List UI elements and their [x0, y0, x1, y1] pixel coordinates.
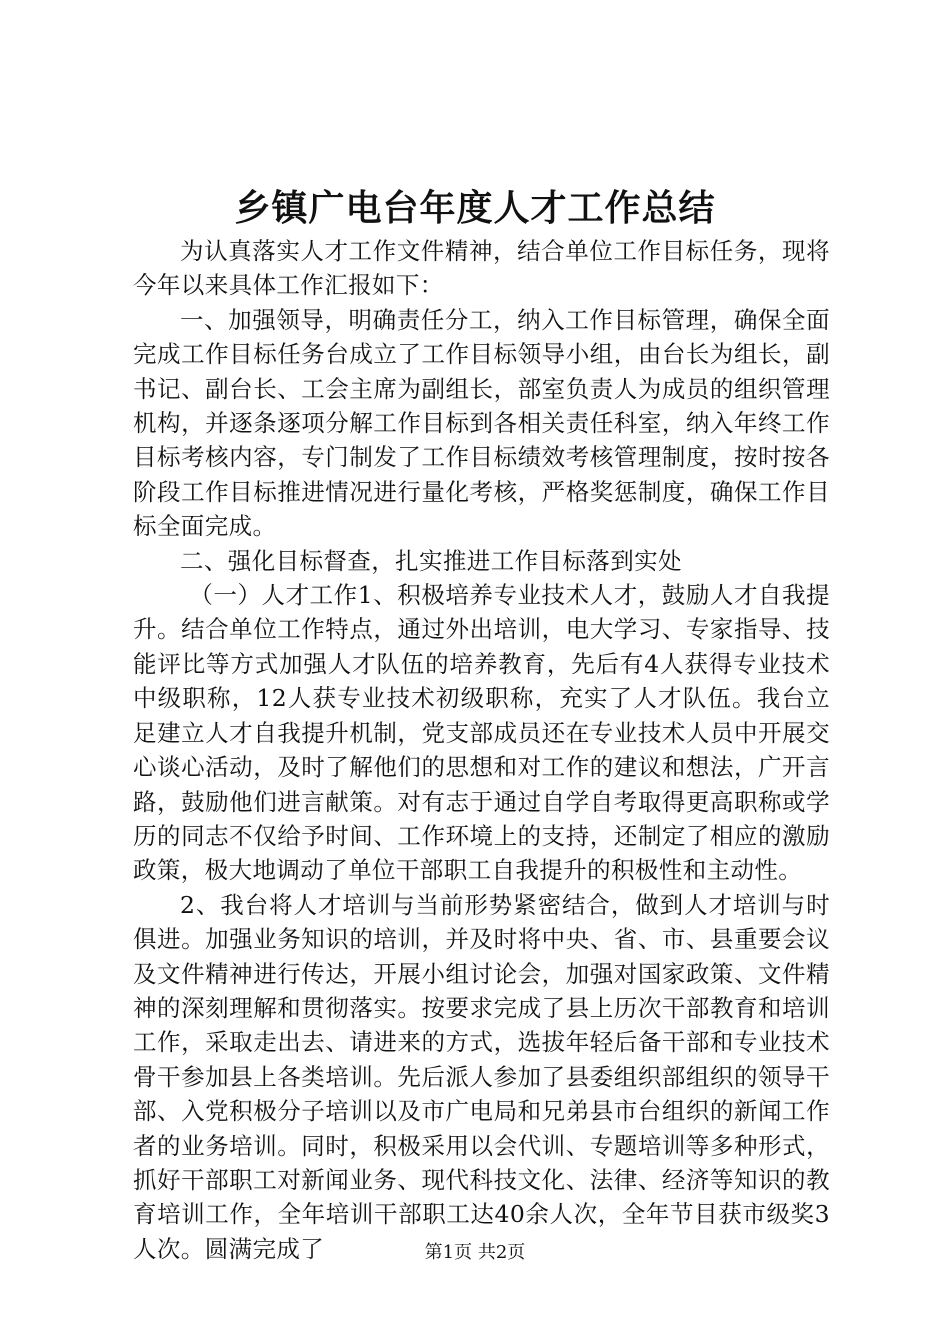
document-body: [133, 234, 830, 1266]
paragraph-section-2-heading: 二、强化目标督查，扎实推进工作目标落到实处: [180, 546, 682, 575]
paragraph-section-1: 一、加强领导，明确责任分工，纳入工作目标管理，确保全面完成工作目标任务台成立了工作目标领导小组，由台长为组长，副书记、副台长、工会主席为副组长，部室负责人为成员的组织管理机构，并逐条逐项分解工作目标到各相关责任科室，纳入年终工作目标考核内容，专门制发了工作目标绩效考核管理制度，按时按各阶段工作目标推进情况进行量化考核，严格奖惩制度，确保工作目标全面完成。: [133, 305, 830, 541]
document-title: 乡镇广电台年度人才工作总结: [234, 187, 716, 229]
paragraph-intro: 为认真落实人才工作文件精神，结合单位工作目标任务，现将今年以来具体工作汇报如下：: [133, 237, 830, 300]
paragraph-talent-item-1: （一）人才工作1、积极培养专业技术人才，鼓励人才自我提升。结合单位工作特点，通过外出培训，电大学习、专家指导、技能评比等方式加强人才队伍的培养教育，先后有4人获得专业技术中级职称，12人获专业技术初级职称，充实了人才队伍。我台立足建立人才自我提升机制，党支部成员还在专业技术人员中开展交心谈心活动，及时了解他们的思想和对工作的建议和想法，广开言路，鼓励他们进言献策。对有志于通过自学自考取得更高职称或学历的同志不仅给予时间、工作环境上的支持，还制定了相应的激励政策，极大地调动了单位干部职工自我提升的积极性和主动性。: [133, 581, 830, 885]
page-number-footer: 第1页 共2页: [424, 1242, 526, 1263]
paragraph-talent-item-2: 2、我台将人才培训与当前形势紧密结合，做到人才培训与时俱进。加强业务知识的培训，并及时将中央、省、市、县重要会议及文件精神进行传达，开展小组讨论会，加强对国家政策、文件精神的深刻理解和贯彻落实。按要求完成了县上历次干部教育和培训工作，采取走出去、请进来的方式，选拔年轻后备干部和专业技术骨干参加县上各类培训。先后派人参加了县委组织部组织的领导干部、入党积极分子培训以及市广电局和兄弟县市台组织的新闻工作者的业务培训。同时，积极采用以会代训、专题培训等多种形式，抓好干部职工对新闻业务、现代科技文化、法律、经济等知识的教育培训工作，全年培训干部职工达40余人次，全年节目获市级奖3人次。圆满完成了: [133, 890, 830, 1263]
